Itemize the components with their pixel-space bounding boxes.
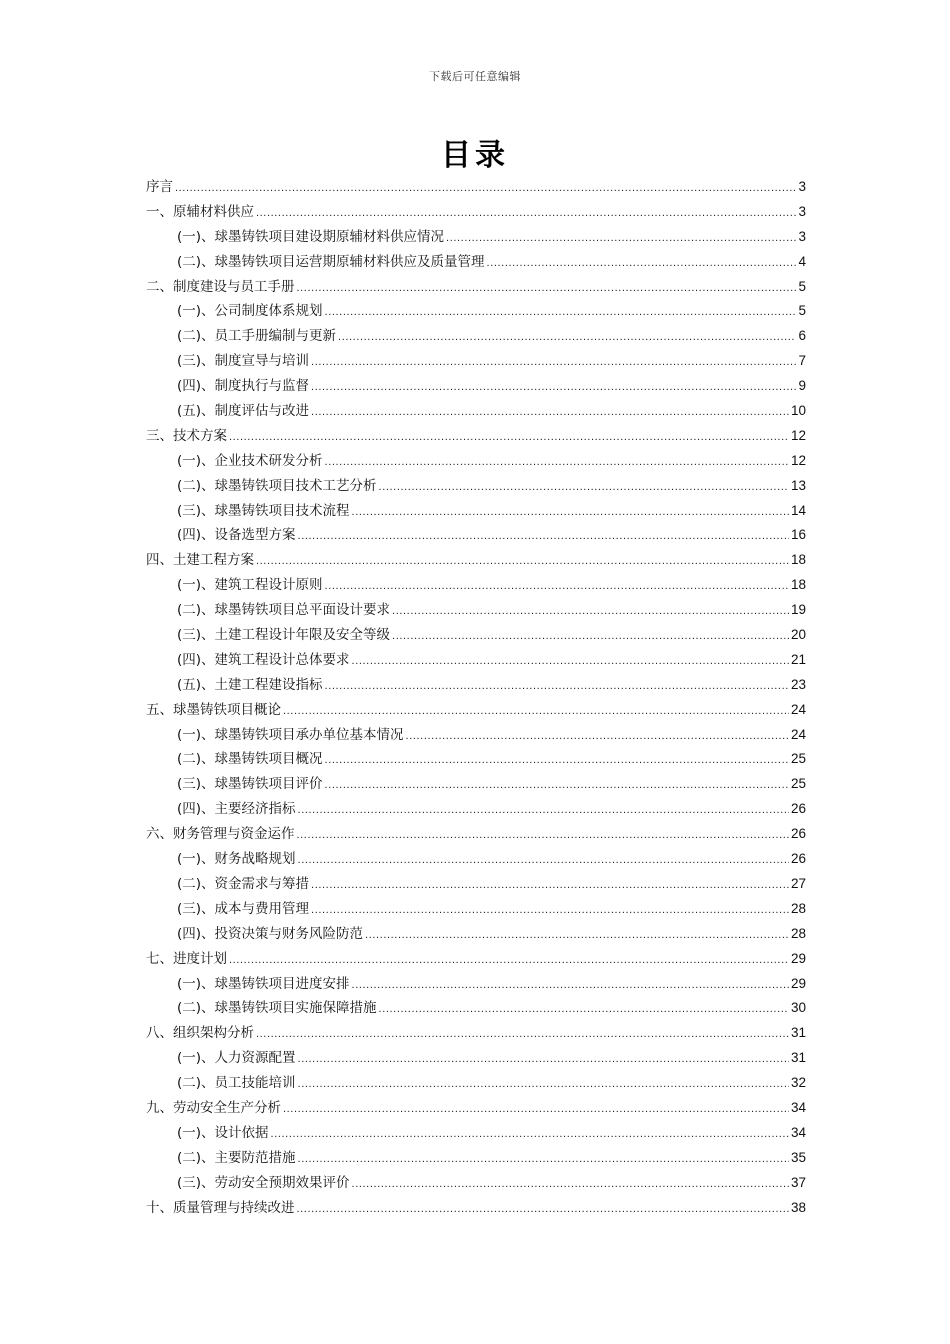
- toc-entry-section[interactable]: [146, 847, 806, 872]
- toc-entry-page-number: 21: [790, 651, 806, 667]
- toc-entry-chapter[interactable]: [146, 1021, 806, 1046]
- toc-entry-page-number: 16: [790, 527, 806, 543]
- toc-dot-leader: [311, 375, 796, 400]
- toc-entry-label: (一)、财务战略规划: [177, 851, 296, 868]
- toc-dot-leader: [379, 475, 789, 500]
- toc-entry-label: (二)、员工技能培训: [177, 1075, 296, 1092]
- toc-entry-section[interactable]: [146, 1071, 806, 1096]
- toc-entry-label: (三)、成本与费用管理: [177, 900, 310, 917]
- toc-entry-label: (五)、制度评估与改进: [177, 403, 310, 420]
- toc-dot-leader: [229, 948, 789, 973]
- toc-entry-section[interactable]: [146, 747, 806, 772]
- toc-entry-label: (三)、制度宣导与培训: [177, 353, 310, 370]
- toc-entry-section[interactable]: [146, 623, 806, 648]
- toc-dot-leader: [392, 599, 789, 624]
- toc-entry-chapter[interactable]: [146, 424, 806, 449]
- toc-entry-page-number: 28: [790, 925, 806, 941]
- toc-entry-chapter[interactable]: [146, 947, 806, 972]
- toc-dot-leader: [298, 798, 789, 823]
- toc-dot-leader: [365, 923, 789, 948]
- toc-entry-page-number: 13: [790, 477, 806, 493]
- toc-entry-page-number: 38: [790, 1199, 806, 1215]
- toc-entry-chapter[interactable]: [146, 175, 806, 200]
- toc-entry-page-number: 5: [798, 278, 806, 294]
- toc-entry-section[interactable]: [146, 797, 806, 822]
- toc-entry-page-number: 4: [798, 253, 806, 269]
- toc-entry-label: 九、劳动安全生产分析: [146, 1099, 281, 1116]
- toc-entry-page-number: 18: [790, 552, 806, 568]
- toc-entry-chapter[interactable]: [146, 1096, 806, 1121]
- toc-dot-leader: [283, 699, 789, 724]
- toc-entry-section[interactable]: [146, 324, 806, 349]
- toc-dot-leader: [325, 574, 789, 599]
- toc-dot-leader: [352, 1172, 789, 1197]
- toc-entry-label: (一)、建筑工程设计原则: [177, 577, 323, 594]
- toc-entry-section[interactable]: [146, 673, 806, 698]
- toc-entry-label: (一)、企业技术研发分析: [177, 452, 323, 469]
- toc-entry-label: (二)、球墨铸铁项目运营期原辅材料供应及质量管理: [177, 253, 485, 270]
- toc-entry-section[interactable]: [146, 1121, 806, 1146]
- toc-dot-leader: [338, 325, 796, 350]
- toc-entry-label: (二)、主要防范措施: [177, 1149, 296, 1166]
- toc-dot-leader: [297, 276, 797, 301]
- toc-entry-page-number: 12: [790, 452, 806, 468]
- toc-entry-page-number: 28: [790, 900, 806, 916]
- toc-entry-label: (三)、劳动安全预期效果评价: [177, 1174, 350, 1191]
- toc-entry-page-number: 25: [790, 751, 806, 767]
- toc-entry-section[interactable]: [146, 250, 806, 275]
- toc-entry-page-number: 3: [798, 203, 806, 219]
- toc-entry-label: 四、土建工程方案: [146, 552, 254, 569]
- toc-dot-leader: [352, 973, 789, 998]
- toc-entry-chapter[interactable]: [146, 698, 806, 723]
- toc-entry-label: (四)、制度执行与监督: [177, 378, 310, 395]
- toc-entry-section[interactable]: [146, 996, 806, 1021]
- toc-dot-leader: [229, 425, 789, 450]
- toc-entry-page-number: 24: [790, 701, 806, 717]
- toc-entry-label: 一、原辅材料供应: [146, 203, 254, 220]
- toc-entry-label: (一)、人力资源配置: [177, 1050, 296, 1067]
- toc-dot-leader: [325, 300, 797, 325]
- toc-entry-chapter[interactable]: [146, 275, 806, 300]
- toc-entry-section[interactable]: [146, 299, 806, 324]
- toc-dot-leader: [392, 624, 789, 649]
- toc-entry-page-number: 35: [790, 1149, 806, 1165]
- toc-entry-page-number: 25: [790, 776, 806, 792]
- toc-dot-leader: [298, 524, 789, 549]
- toc-entry-section[interactable]: [146, 1171, 806, 1196]
- toc-entry-label: 二、制度建设与员工手册: [146, 278, 295, 295]
- toc-dot-leader: [175, 176, 796, 201]
- toc-entry-label: (四)、建筑工程设计总体要求: [177, 651, 350, 668]
- toc-entry-label: (一)、设计依据: [177, 1124, 269, 1141]
- toc-entry-page-number: 19: [790, 602, 806, 618]
- toc-entry-page-number: 20: [790, 627, 806, 643]
- toc-entry-section[interactable]: [146, 723, 806, 748]
- toc-entry-label: (一)、球墨铸铁项目建设期原辅材料供应情况: [177, 228, 445, 245]
- toc-entry-label: (二)、球墨铸铁项目总平面设计要求: [177, 602, 391, 619]
- toc-dot-leader: [283, 1097, 789, 1122]
- toc-dot-leader: [311, 400, 789, 425]
- toc-entry-label: (二)、员工手册编制与更新: [177, 328, 337, 345]
- toc-entry-page-number: 32: [790, 1075, 806, 1091]
- toc-dot-leader: [298, 1047, 789, 1072]
- toc-entry-page-number: 7: [798, 353, 806, 369]
- toc-entry-label: (四)、投资决策与财务风险防范: [177, 925, 364, 942]
- toc-entry-page-number: 12: [790, 427, 806, 443]
- toc-dot-leader: [325, 773, 789, 798]
- toc-entry-page-number: 9: [798, 378, 806, 394]
- toc-entry-label: 七、进度计划: [146, 950, 227, 967]
- toc-entry-page-number: 34: [790, 1124, 806, 1140]
- toc-dot-leader: [406, 724, 789, 749]
- toc-entry-label: (三)、球墨铸铁项目评价: [177, 776, 323, 793]
- toc-entry-label: (二)、球墨铸铁项目概况: [177, 751, 323, 768]
- toc-entry-label: 六、财务管理与资金运作: [146, 826, 295, 843]
- toc-entry-page-number: 23: [790, 676, 806, 692]
- toc-entry-section[interactable]: [146, 772, 806, 797]
- toc-entry-section[interactable]: [146, 449, 806, 474]
- toc-dot-leader: [298, 1147, 789, 1172]
- toc-entry-page-number: 14: [790, 502, 806, 518]
- toc-entry-chapter[interactable]: [146, 200, 806, 225]
- toc-entry-label: (二)、球墨铸铁项目技术工艺分析: [177, 477, 377, 494]
- toc-entry-label: 五、球墨铸铁项目概论: [146, 701, 281, 718]
- toc-entry-label: 三、技术方案: [146, 427, 227, 444]
- toc-entry-label: 十、质量管理与持续改进: [146, 1199, 295, 1216]
- toc-entry-page-number: 3: [798, 179, 806, 194]
- toc-entry-page-number: 3: [798, 228, 806, 244]
- toc-entry-page-number: 24: [790, 726, 806, 742]
- toc-entry-label: (五)、土建工程建设指标: [177, 676, 323, 693]
- toc-entry-page-number: 6: [798, 328, 806, 344]
- toc-dot-leader: [325, 748, 789, 773]
- toc-entry-section[interactable]: [146, 573, 806, 598]
- toc-entry-section[interactable]: [146, 499, 806, 524]
- toc-dot-leader: [271, 1122, 789, 1147]
- toc-entry-page-number: 30: [790, 1000, 806, 1016]
- toc-entry-section[interactable]: [146, 374, 806, 399]
- toc-dot-leader: [298, 1072, 789, 1097]
- toc-entry-section[interactable]: [146, 872, 806, 897]
- toc-entry-page-number: 29: [790, 975, 806, 991]
- toc-entry-page-number: 18: [790, 577, 806, 593]
- toc-entry-chapter[interactable]: [146, 1196, 806, 1221]
- toc-entry-section[interactable]: [146, 225, 806, 250]
- toc-entry-section[interactable]: [146, 648, 806, 673]
- toc-dot-leader: [352, 500, 789, 525]
- toc-dot-leader: [325, 674, 789, 699]
- toc-entry-label: (三)、土建工程设计年限及安全等级: [177, 627, 391, 644]
- toc-entry-page-number: 10: [790, 403, 806, 419]
- toc-entry-label: 八、组织架构分析: [146, 1025, 254, 1042]
- toc-entry-page-number: 34: [790, 1099, 806, 1115]
- toc-dot-leader: [352, 649, 789, 674]
- toc-entry-page-number: 31: [790, 1025, 806, 1041]
- toc-entry-label: (一)、球墨铸铁项目承办单位基本情况: [177, 726, 404, 743]
- toc-entry-label: (四)、主要经济指标: [177, 801, 296, 818]
- toc-entry-page-number: 29: [790, 950, 806, 966]
- toc-dot-leader: [298, 848, 789, 873]
- toc-entry-section[interactable]: [146, 1046, 806, 1071]
- toc-entry-section[interactable]: [146, 1146, 806, 1171]
- toc-entry-section[interactable]: [146, 474, 806, 499]
- toc-entry-section[interactable]: [146, 523, 806, 548]
- toc-entry-label: (四)、设备选型方案: [177, 527, 296, 544]
- toc-entry-section[interactable]: [146, 598, 806, 623]
- toc-dot-leader: [297, 1197, 789, 1222]
- toc-entry-section[interactable]: [146, 897, 806, 922]
- toc-dot-leader: [311, 898, 789, 923]
- toc-dot-leader: [256, 549, 789, 574]
- toc-entry-section[interactable]: [146, 922, 806, 947]
- toc-dot-leader: [379, 997, 789, 1022]
- toc-dot-leader: [446, 226, 796, 251]
- toc-entry-section[interactable]: [146, 972, 806, 997]
- toc-dot-leader: [256, 201, 796, 226]
- table-of-contents: [146, 175, 806, 1220]
- toc-entry-page-number: 37: [790, 1174, 806, 1190]
- toc-entry-label: (三)、球墨铸铁项目技术流程: [177, 502, 350, 519]
- toc-entry-page-number: 26: [790, 826, 806, 842]
- toc-entry-label: (二)、球墨铸铁项目实施保障措施: [177, 1000, 377, 1017]
- toc-entry-page-number: 31: [790, 1050, 806, 1066]
- toc-entry-section[interactable]: [146, 399, 806, 424]
- toc-entry-page-number: 26: [790, 851, 806, 867]
- toc-dot-leader: [256, 1022, 789, 1047]
- toc-entry-label: (二)、资金需求与筹措: [177, 875, 310, 892]
- toc-entry-page-number: 27: [790, 875, 806, 891]
- toc-entry-chapter[interactable]: [146, 548, 806, 573]
- toc-title: 目录: [441, 138, 509, 173]
- toc-dot-leader: [487, 251, 797, 276]
- toc-entry-chapter[interactable]: [146, 822, 806, 847]
- toc-entry-label: 序言: [146, 179, 173, 195]
- toc-dot-leader: [311, 350, 796, 375]
- header-note: 下载后可任意编辑: [429, 70, 521, 83]
- toc-dot-leader: [311, 873, 789, 898]
- toc-dot-leader: [325, 450, 789, 475]
- toc-entry-section[interactable]: [146, 349, 806, 374]
- toc-entry-label: (一)、公司制度体系规划: [177, 303, 323, 320]
- toc-entry-page-number: 26: [790, 801, 806, 817]
- toc-dot-leader: [297, 823, 789, 848]
- toc-entry-label: (一)、球墨铸铁项目进度安排: [177, 975, 350, 992]
- toc-entry-page-number: 5: [798, 303, 806, 319]
